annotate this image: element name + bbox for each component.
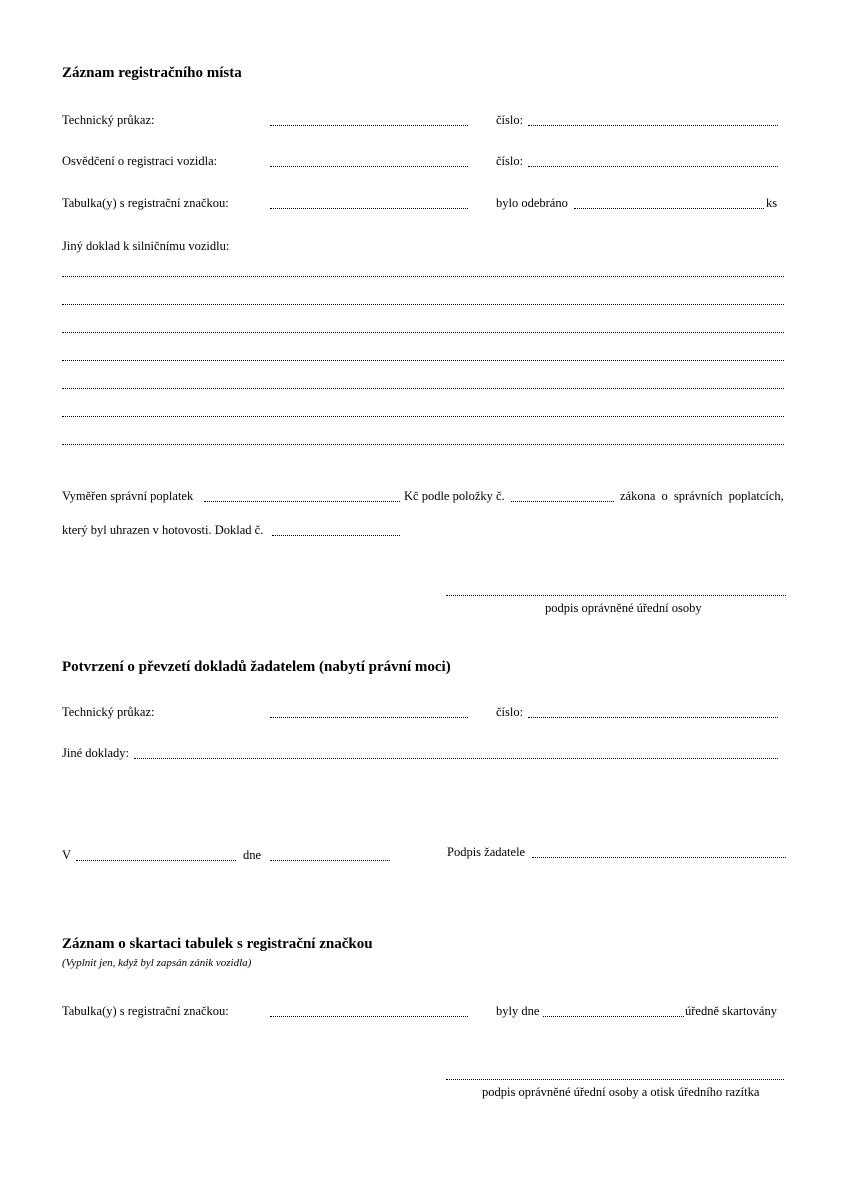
technicky-prukaz-field[interactable] — [270, 717, 468, 718]
jiny-doklad-line[interactable] — [62, 276, 784, 277]
podpis-label: podpis oprávněné úřední osoby a otisk úředního razítka — [482, 1085, 760, 1099]
jiny-doklad-line[interactable] — [62, 388, 784, 389]
dne-label: dne — [243, 848, 262, 862]
jiny-doklad-line[interactable] — [62, 332, 784, 333]
section-1-heading: Záznam registračního místa — [62, 65, 242, 81]
jine-doklady-label: Jiné doklady: — [62, 746, 130, 760]
cislo-label: číslo: — [496, 154, 524, 168]
tabulky-field[interactable] — [270, 1016, 468, 1017]
byly-dne-label: byly dne — [496, 1004, 540, 1018]
podpis-zadatele-field[interactable] — [532, 857, 786, 858]
podpis-zadatele-label: Podpis žadatele — [447, 845, 526, 859]
section-2-heading: Potvrzení o převzetí dokladů žadatelem (nabytí právní moci) — [62, 659, 451, 675]
section-3-heading: Záznam o skartaci tabulek s registrační značkou — [62, 936, 373, 952]
podpis-label: podpis oprávněné úřední osoby — [545, 601, 702, 615]
tabulky-label: Tabulka(y) s registrační značkou: — [62, 196, 229, 210]
podpis-line[interactable] — [446, 595, 786, 596]
v-label: V — [62, 848, 72, 862]
doklad-field[interactable] — [272, 535, 400, 536]
cislo-field[interactable] — [528, 125, 778, 126]
podpis-line[interactable] — [446, 1079, 784, 1080]
osvedceni-field[interactable] — [270, 166, 468, 167]
zakona-label: zákona o správních poplatcích, — [620, 489, 784, 503]
cislo-label: číslo: — [496, 705, 524, 719]
cislo-field[interactable] — [528, 166, 778, 167]
cislo-field[interactable] — [528, 717, 778, 718]
kc-podle-label: Kč podle položky č. — [404, 489, 505, 503]
technicky-prukaz-label: Technický průkaz: — [62, 705, 155, 719]
misto-field[interactable] — [76, 860, 236, 861]
technicky-prukaz-label: Technický průkaz: — [62, 113, 155, 127]
datum-field[interactable] — [270, 860, 390, 861]
jiny-doklad-line[interactable] — [62, 416, 784, 417]
bylo-odebrano-label: bylo odebráno — [496, 196, 568, 210]
polozka-field[interactable] — [511, 501, 614, 502]
jiny-doklad-line[interactable] — [62, 304, 784, 305]
section-3-subheading: (Vyplnit jen, když byl zapsán zánik vozidla) — [62, 957, 252, 969]
tabulky-field[interactable] — [270, 208, 468, 209]
ks-label: ks — [766, 196, 778, 210]
jine-doklady-field[interactable] — [134, 758, 778, 759]
ktery-byl-label: který byl uhrazen v hotovosti. Doklad č. — [62, 523, 264, 537]
uredne-skartovany-label: úředně skartovány — [685, 1004, 777, 1018]
vymeren-label: Vyměřen správní poplatek — [62, 489, 194, 503]
datum-skartace-field[interactable] — [543, 1016, 684, 1017]
technicky-prukaz-field[interactable] — [270, 125, 468, 126]
poplatek-field[interactable] — [204, 501, 400, 502]
tabulky-label: Tabulka(y) s registrační značkou: — [62, 1004, 229, 1018]
jiny-doklad-line[interactable] — [62, 444, 784, 445]
jiny-doklad-label: Jiný doklad k silničnímu vozidlu: — [62, 239, 230, 253]
jiny-doklad-line[interactable] — [62, 360, 784, 361]
pocet-ks-field[interactable] — [574, 208, 764, 209]
osvedceni-label: Osvědčení o registraci vozidla: — [62, 154, 218, 168]
cislo-label: číslo: — [496, 113, 524, 127]
